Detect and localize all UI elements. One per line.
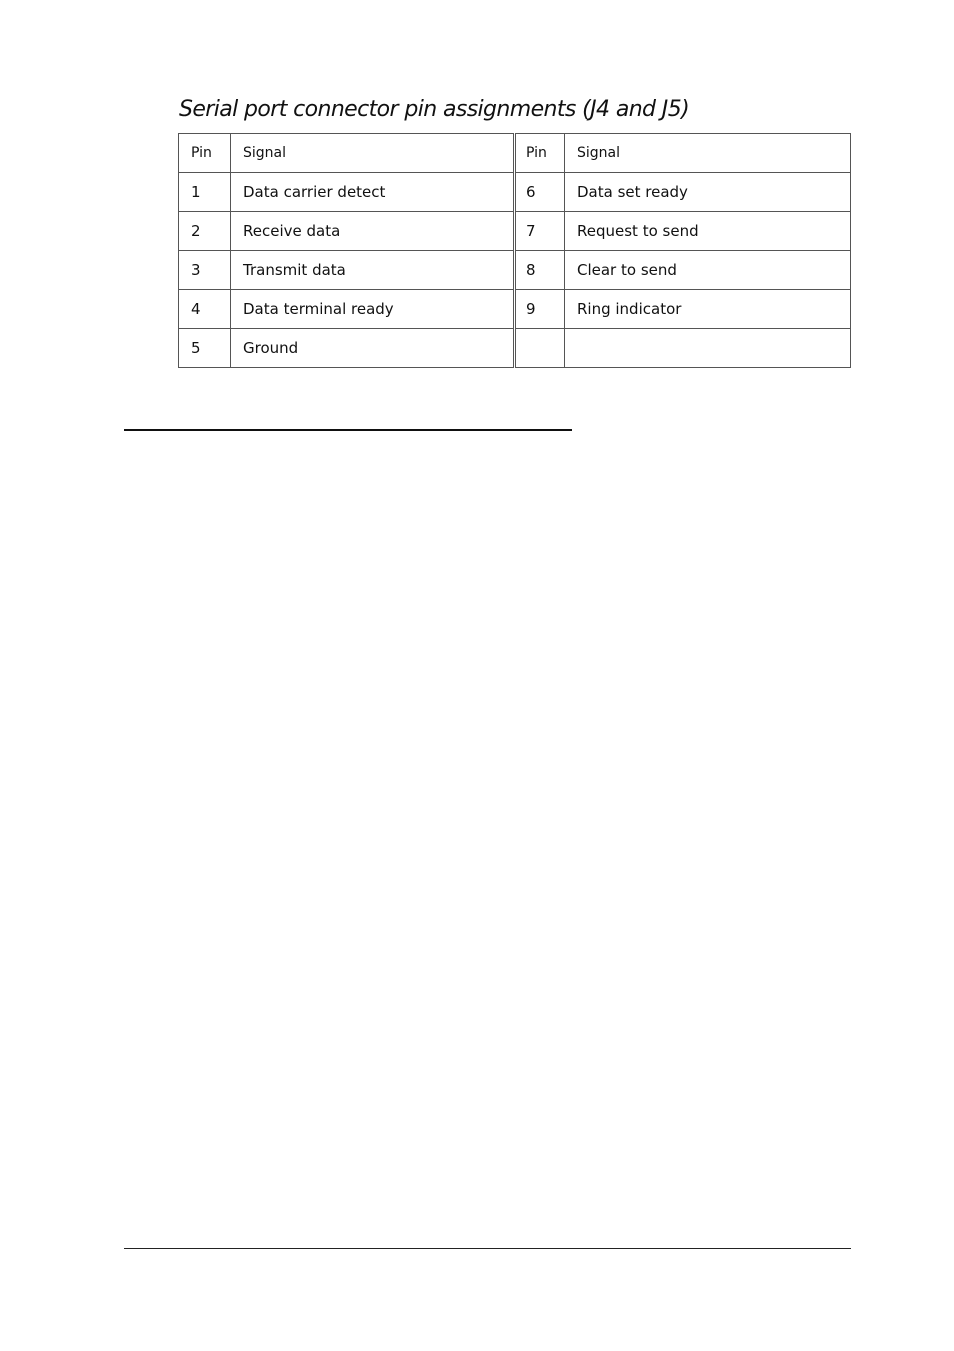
pin-number: 7 (515, 212, 565, 251)
table-header-row (179, 134, 851, 173)
pin-assignment-table (178, 133, 851, 368)
signal-name (565, 329, 851, 368)
header-signal-right: Signal (565, 134, 851, 173)
table-row (179, 251, 851, 290)
header-signal-left: Signal (231, 134, 515, 173)
section-divider (124, 429, 572, 431)
table-row (179, 212, 851, 251)
signal-name: Transmit data (231, 251, 515, 290)
pin-number: 8 (515, 251, 565, 290)
signal-name: Data terminal ready (231, 290, 515, 329)
pin-number: 4 (179, 290, 231, 329)
table-row (179, 290, 851, 329)
signal-name: Request to send (565, 212, 851, 251)
footer-divider (124, 1248, 851, 1249)
signal-name: Data set ready (565, 173, 851, 212)
signal-name: Receive data (231, 212, 515, 251)
pin-number: 2 (179, 212, 231, 251)
table-title: Serial port connector pin assignments (J4 and J5) (179, 97, 690, 122)
pin-number: 1 (179, 173, 231, 212)
table-row (179, 173, 851, 212)
signal-name: Data carrier detect (231, 173, 515, 212)
header-pin-right: Pin (515, 134, 565, 173)
pin-number (515, 329, 565, 368)
pin-number: 6 (515, 173, 565, 212)
header-pin-left: Pin (179, 134, 231, 173)
table-row (179, 329, 851, 368)
signal-name: Ground (231, 329, 515, 368)
pin-number: 5 (179, 329, 231, 368)
pin-number: 9 (515, 290, 565, 329)
pin-number: 3 (179, 251, 231, 290)
signal-name: Ring indicator (565, 290, 851, 329)
signal-name: Clear to send (565, 251, 851, 290)
